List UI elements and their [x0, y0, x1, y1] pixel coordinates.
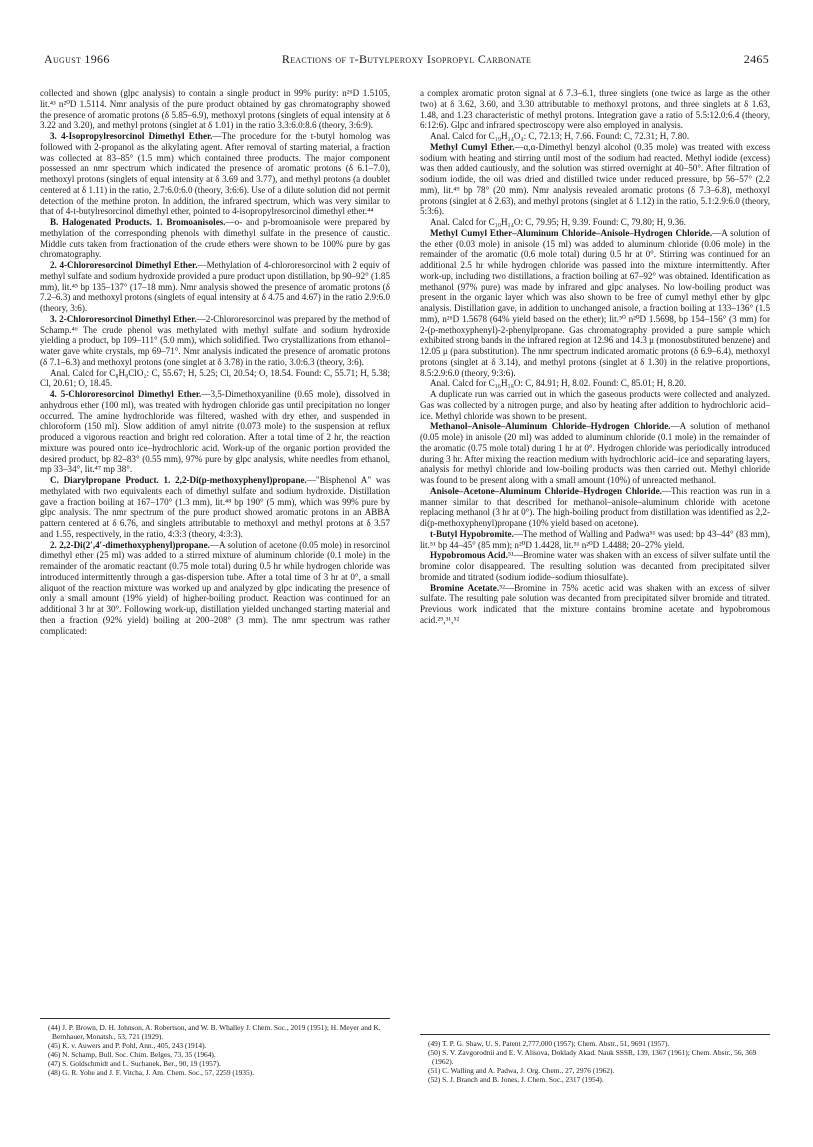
paragraph — [40, 260, 390, 314]
section-heading: Methyl Cumyl Ether–Aluminum Chloride–Anisole–Hydrogen Chloride. — [430, 227, 713, 238]
paragraph-text: Anal. Calcd for C₁₉H₂₄O₄: C, 72.13; H, 7.66. Found: C, 72.31; H, 7.80. — [430, 131, 690, 141]
paragraph-text: —The procedure for the t-butyl homolog was followed with 2-propanol as the alkylating agent. After removal of starting material, a fraction was collected at 83–85° (1.5 mm) which contained three products. The major component possessed an nmr spectrum which indicated the presence of aromatic protons (δ 6.1–7.0), methoxyl protons (singlets of equal intensity at δ 3.69 and 3.77), and methyl protons (a doublet centered at δ 1.11) in the ratio, 2.7:6.0:6.0 (theory, 3:6:6). Use of a dilute solution did not permit detection of the methine proton. In addition, the infrared spectrum, which was very similar to that of 4-t-butylresorcinol dimethyl ether, pointed to 4-isopropylresorcinol dimethyl ether.⁴⁴ — [40, 131, 390, 217]
paragraph — [420, 88, 770, 131]
paragraph — [40, 389, 390, 475]
section-heading: 3. 2-Chlororesorcinol Dimethyl Ether. — [50, 313, 197, 324]
paragraph — [40, 368, 390, 390]
paragraph — [40, 540, 390, 637]
section-heading: B. Halogenated Products. 1. Bromoanisoles. — [50, 217, 226, 227]
paragraph — [40, 131, 390, 217]
paragraph-text: ⁵¹—Bromine water was shaken with an excess of silver sulfate until the bromine color disappeared. The resulting solution was decanted from precipitated silver bromide and titrated (sodium iodide–sodium thiosulfate). — [420, 550, 770, 582]
paragraph-text: —A solution of the ether (0.03 mole) in anisole (15 ml) was added to aluminum chloride (0.06 mole) in the remainder of the aromatic (0.6 mole total) during 0.5 hr at 0°. Stirring was continued for an additional 2.5 hr while hydrogen chloride was passed into the mixture intermittently. After work-up, including two distillations, a fraction boiling at 67–92° was obtained. Identification as methanol (97% pure) was made by infrared and glpc analyses. No low-boiling product was present in the organic layer which was also shown to be free of cumyl methyl ether by glpc analysis. Distillation gave, in addition to unchanged anisole, a fraction boiling at 133–136° (1.5 mm), n²⁶D 1.5678 (64% yield based on the ether); lit.⁵⁰ n²⁰D 1.5698, bp 154–156° (3 mm) for 2-(p-methoxyphenyl)-2-phenylpropane. Gas chromatography provided a pure sample which exhibited strong bands in the infrared region at 12.96 and 14.3 μ (monosubstituted benzene) and 12.05 μ (para substitution). The nmr spectrum indicated aromatic protons (δ 6.9–6.4), methoxyl protons (singlet at δ 3.14), and methyl protons (singlet at δ 1.30) in the relative proportions, 8.5:2.9:6.0 (theory, 9:3:6). — [420, 227, 770, 378]
section-heading: 3. 4-Isopropylresorcinol Dimethyl Ether. — [50, 131, 213, 141]
section-heading: Hypobromous Acid. — [430, 550, 508, 561]
paragraph — [420, 550, 770, 582]
paragraph — [420, 486, 770, 529]
footnote: (46) N. Schamp, Bull. Soc. Chim. Belges, 73, 35 (1964). — [48, 1050, 216, 1060]
section-heading: 2. 2,2-Di(2′,4′-dimethoxyphenyl)propane. — [50, 539, 210, 550]
footnote: (47) S. Goldschmidt and L. Suchanek, Ber., 90, 19 (1957). — [48, 1059, 221, 1069]
paragraph — [40, 314, 390, 368]
footnotes-left — [40, 1018, 390, 1078]
paragraph-text: —α,α-Dimethyl benzyl alcohol (0.35 mole) was treated with excess sodium with heating and stirring until most of the sodium had reacted. Methyl iodide (excess) was then added cautiously, and the solution was stirred overnight at 40–50°. After filtration of sodium iodide, the oil was dried and distilled twice under reduced pressure, bp 56–57° (2.2 mm), lit.⁴⁹ bp 78° (20 mm). Nmr analysis revealed aromatic protons (δ 7.3–6.8), methoxyl protons (singlet at δ 2.63), and methyl protons (singlet at δ 1.12) in the ratio, 5.1:2.9:6.0 (theory, 5:3:6). — [420, 141, 770, 217]
paragraph — [420, 142, 770, 217]
footnote: (45) K. v. Auwers and P. Pohl, Ann., 405, 243 (1914). — [48, 1041, 207, 1051]
header-date: August 1966 — [44, 52, 110, 66]
paragraph-text: —3,5-Dimethoxyaniline (0.65 mole), dissolved in anhydrous ether (100 ml), was treated with hydrogen chloride gas until precipitation no longer occurred. The amine hydrochloride was filtered, washed with dry ether, and suspended in chloroform (150 ml). Slow addition of amyl nitrite (0.073 mole) to the suspension at reflux produced a vigorous reaction and bright red coloration. After a total time of 2 hr, the reaction mixture was poured onto ice–hydrochloric acid. Work-up of the organic portion provided the desired product, bp 82–83° (0.55 mm), 97% pure by glpc analysis, white needles from ethanol, mp 33–34°, lit.⁴⁷ mp 38°. — [40, 389, 390, 475]
paragraph-text: Anal. Calcd for C₈H₉ClO₂: C, 55.67; H, 5.25; Cl, 20.54; O, 18.54. Found: C, 55.71; H, 5.38; Cl, 20.61; O, 18.45. — [40, 367, 390, 389]
footnotes-right — [420, 1034, 770, 1084]
paragraph — [420, 131, 770, 142]
paragraph-text: A duplicate run was carried out in which the gaseous products were collected and analyzed. Gas was collected by a nitrogen purge, and also by heating after addition to hydrochloric acid–ice. Methyl chloride was shown to be present. — [420, 389, 770, 421]
paragraph-text: —The method of Walling and Padwa⁵¹ was used: bp 43–44° (83 mm), lit.⁵¹ bp 44–45° (85 mm); n²⁰D 1.4428, lit.⁵¹ n²⁰D 1.4488; 20–27% yield. — [420, 528, 770, 550]
footnote: (50) S. V. Zavgorodnii and E. V. Alisova, Doklady Akad. Nauk SSSR, 139, 1367 (1961); Chem. Abstr., 56, 369 (1962). — [428, 1048, 757, 1067]
paragraph — [420, 421, 770, 486]
section-heading: C. Diarylpropane Product. 1. 2,2-Di(p-methoxyphenyl)propane. — [50, 475, 307, 485]
running-header — [44, 52, 769, 70]
paragraph — [420, 378, 770, 389]
left-column — [40, 88, 390, 636]
paragraph-text: a complex aromatic proton signal at δ 7.3–6.1, three singlets (one twice as large as the other two) at δ 3.62, 3.60, and 3.30 attributable to methoxyl protons, and three singlets at δ 1.63, 1.48, and 1.23 characteristic of methyl protons. Integration gave a ratio of 5.5:12.0:6.4 (theory, 6:12:6). Glpc and infrared spectroscopy were also employed in analysis. — [420, 88, 770, 131]
paragraph-text: —2-Chlororesorcinol was prepared by the method of Schamp.⁴⁶ The crude phenol was methylated with methyl sulfate and sodium hydroxide yielding a product, bp 109–111° (5.0 mm), which solidified. Two crystallizations from ethanol–water gave white crystals, mp 69–71°. Nmr analysis indicated the presence of aromatic protons (δ 7.1–6.3) and methoxyl protons (one singlet at δ 3.78) in the ratio, 3.0:6.3 (theory, 3:6). — [40, 313, 391, 367]
paragraph-text: collected and shown (glpc analysis) to contain a single product in 99% purity: n²⁶D 1.5105, lit.⁴³ n²⁰D 1.5114. Nmr analysis of the pure product obtained by gas chromatography showed the presence of aromatic protons (δ 5.85–6.9), methoxyl protons (singlets of equal intensity at δ 3.22 and 3.20), and methyl protons (singlet at δ 1.01) in the ratio 3.3:6.0:8.6 (theory, 3:6:9). — [40, 88, 390, 131]
section-heading: Methyl Cumyl Ether. — [430, 141, 515, 152]
section-heading: Methanol–Anisole–Aluminum Chloride–Hydrogen Chloride. — [430, 421, 671, 432]
section-heading: Bromine Acetate. — [430, 582, 500, 593]
paragraph-text: —This reaction was run in a manner similar to that described for methanol–anisole–aluminum chloride with acetone replacing methanol (3 hr at 0°). The high-boiling product from distillation was identified as 2,2-di(p-methoxyphenyl)propane (10% yield based on acetone). — [420, 485, 770, 528]
header-title: Reactions of t-Butylperoxy Isopropyl Carbonate — [281, 52, 532, 66]
paragraph — [420, 228, 770, 379]
paragraph-text: Anal. Calcd for C₁₆H₁₈O: C, 84.91; H, 8.02. Found: C, 85.01; H, 8.20. — [430, 378, 686, 389]
page-number: 2465 — [743, 52, 769, 66]
paragraph — [420, 389, 770, 421]
paragraph-text: ⁵²—Bromine in 75% acetic acid was shaken with an excess of silver sulfate. The resulting pale solution was decanted from precipitated silver bromide and titrated. Previous work indicated that the mixture contains bromine acetate and hypobromous acid.²⁹,³¹,⁵² — [420, 582, 770, 625]
section-heading: t-Butyl Hypobromite. — [430, 528, 514, 539]
footnote: (48) G. R. Yohe and J. F. Vitcha, J. Am. Chem. Soc., 57, 2259 (1935). — [48, 1068, 254, 1078]
footnote: (51) C. Walling and A. Padwa, J. Org. Chem., 27, 2976 (1962). — [428, 1066, 615, 1076]
paragraph — [420, 529, 770, 551]
footnote: (49) T. P. G. Shaw, U. S. Patent 2,777,000 (1957); Chem. Abstr., 51, 9691 (1957). — [428, 1039, 670, 1048]
paragraph — [40, 88, 390, 131]
paragraph-text: —A solution of methanol (0.05 mole) in anisole (20 ml) was added to aluminum chloride (0.1 mole) in the remainder of the aromatic (0.75 mole total) during 1 hr at 0°. Hydrogen chloride was periodically introduced during 3 hr. After mixing the reaction medium with hydrochloric acid–ice and separating layers, analysis for methyl chloride and low-boiling products was then carried out. Methyl chloride was found to be present along with a small amount (10%) of unreacted methanol. — [420, 421, 770, 485]
paragraph-text: —o- and p-bromoanisole were prepared by methylation of the corresponding phenols with dimethyl sulfate in the presence of caustic. Middle cuts taken from fractionation of the crude ethers were shown to be 100% pure by gas chromatography. — [40, 217, 391, 260]
paragraph — [420, 583, 770, 626]
paragraph-text: —A solution of acetone (0.05 mole) in resorcinol dimethyl ether (25 ml) was added to a stirred mixture of aluminum chloride (0.1 mole) in the remainder of the aromatic reactant (0.75 mole total) during 0.5 hr while hydrogen chloride was introduced intermittently through a gas-dispersion tube. After a total time of 3 hr at 0°, a small aliquot of the reaction mixture was worked up and analyzed by glpc indicating the presence of only a small amount (19% yield) of higher-boiling product. Reaction was continued for an additional 3 hr at 30°. Following work-up, distillation yielded unchanged starting material and then a fraction (92% yield) boiling at 200–208° (3 mm). The nmr spectrum was rather complicated: — [40, 539, 390, 636]
footnote: (52) S. J. Branch and B. Jones, J. Chem. Soc., 2317 (1954). — [428, 1075, 604, 1085]
paragraph — [420, 217, 770, 228]
paragraph — [40, 217, 390, 260]
right-column — [420, 88, 770, 626]
paragraph-text: —"Bisphenol A" was methylated with two equivalents each of dimethyl sulfate and sodium hydroxide. Distillation gave a fraction boiling at 167–170° (1.3 mm), lit.⁴⁸ bp 190° (5 mm), which was 99% pure by glpc analysis. The nmr spectrum of the pure product showed aromatic protons in an ABBA pattern centered at δ 6.76, and singlets attributable to methoxyl and methyl protons at δ 3.57 and 1.55, respectively, in the ratio, 4:3:3 (theory, 4:3:3). — [40, 475, 390, 539]
paragraph-text: Anal. Calcd for C₁₀H₁₄O: C, 79.95; H, 9.39. Found: C, 79.80; H, 9.36. — [430, 217, 686, 227]
section-heading: 2. 4-Chlororesorcinol Dimethyl Ether. — [50, 260, 198, 270]
paragraph-text: —Methylation of 4-chlororesorcinol with 2 equiv of methyl sulfate and sodium hydroxide provided a pure product upon distillation, bp 90–92° (1.85 mm), lit.⁴⁵ bp 135–137° (17–18 mm). Nmr analysis showed the presence of aromatic protons (δ 7.2–6.3) and methoxyl protons (singlets of equal intensity at δ 4.75 and 4.67) in the ratio 2.9:6.0 (theory, 3:6). — [40, 260, 390, 313]
section-heading: 4. 5-Chlororesorcinol Dimethyl Ether. — [50, 389, 202, 399]
section-heading: Anisole–Acetone–Aluminum Chloride–Hydrogen Chloride. — [430, 485, 662, 496]
paragraph — [40, 475, 390, 540]
footnote: (44) J. P. Brown, D. H. Johnson, A. Robertson, and W. B. Whalley J. Chem. Soc., 2019 (1951); H. Meyer and K. Bernhauer, Monatsh., 53, 721 (1929). — [48, 1023, 381, 1042]
